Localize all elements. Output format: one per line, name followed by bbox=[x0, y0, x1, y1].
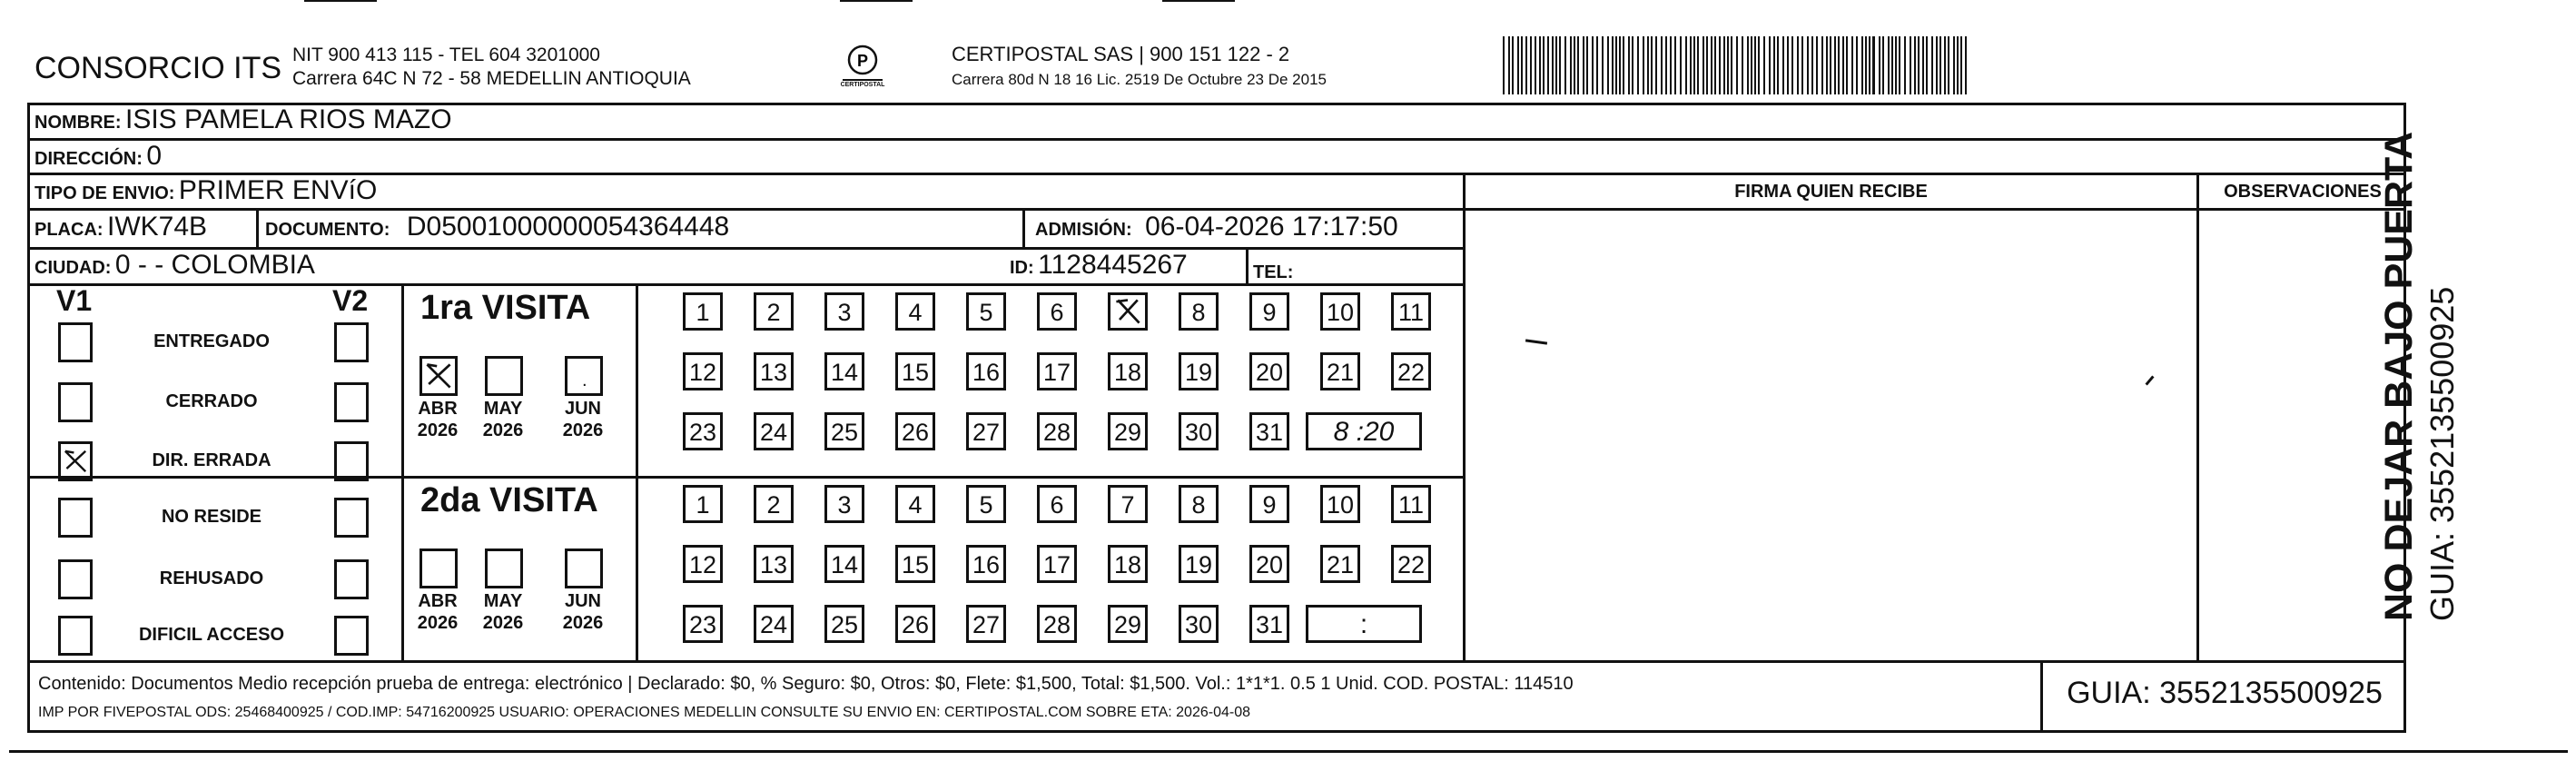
barcode-bar bbox=[1816, 36, 1818, 94]
status-label: DIR. ERRADA bbox=[152, 450, 271, 470]
nombre-label: NOMBRE: bbox=[35, 113, 122, 133]
no-dejar-text: NO DEJAR BAJO PUERTA bbox=[2377, 131, 2421, 621]
barcode-bar bbox=[1948, 36, 1949, 94]
documento-row bbox=[265, 212, 729, 242]
barcode-bar bbox=[1891, 36, 1893, 94]
day-box[interactable]: 17 bbox=[1037, 352, 1077, 390]
barcode-bar bbox=[1882, 36, 1884, 94]
day-box[interactable]: 25 bbox=[824, 412, 864, 450]
v2-header: V2 bbox=[332, 284, 369, 317]
v1-checkbox[interactable] bbox=[58, 322, 93, 362]
v2-checkbox[interactable] bbox=[334, 616, 369, 656]
day-box[interactable]: 16 bbox=[966, 352, 1006, 390]
day-box[interactable]: 13 bbox=[754, 545, 794, 583]
barcode-bar bbox=[1612, 36, 1614, 94]
day-box[interactable]: 5 bbox=[966, 292, 1006, 331]
month-label bbox=[556, 398, 610, 441]
barcode-bar bbox=[1922, 36, 1924, 94]
barcode-bar bbox=[1830, 36, 1831, 94]
barcode-bar bbox=[1807, 36, 1809, 94]
barcode-bar bbox=[1543, 36, 1545, 94]
month-label bbox=[410, 590, 465, 634]
day-box[interactable]: 29 bbox=[1108, 412, 1148, 450]
barcode-bar bbox=[1670, 36, 1672, 94]
barcode-bar bbox=[1530, 36, 1532, 94]
barcode-bar bbox=[1842, 36, 1844, 94]
certipostal-info bbox=[952, 42, 1327, 93]
day-box[interactable]: 25 bbox=[824, 605, 864, 643]
barcode-bar bbox=[1939, 36, 1941, 94]
tel-label: TEL: bbox=[1253, 262, 1294, 282]
barcode-bar bbox=[1879, 36, 1880, 94]
day-box[interactable]: 19 bbox=[1179, 352, 1219, 390]
certi-line1: CERTIPOSTAL SAS | 900 151 122 - 2 bbox=[952, 43, 1290, 65]
day-box[interactable]: 22 bbox=[1391, 352, 1431, 390]
day-box[interactable]: 30 bbox=[1179, 605, 1219, 643]
barcode-bar bbox=[1865, 36, 1867, 94]
day-box[interactable]: 11 bbox=[1391, 485, 1431, 523]
barcode-bar bbox=[1856, 36, 1858, 94]
barcode-bar bbox=[1914, 36, 1916, 94]
v1-checkbox[interactable] bbox=[58, 441, 93, 481]
barcode-bar bbox=[1821, 36, 1823, 94]
day-box[interactable]: 10 bbox=[1320, 485, 1360, 523]
barcode-bar bbox=[1521, 36, 1523, 94]
barcode-bar bbox=[1731, 36, 1732, 94]
day-box[interactable]: 12 bbox=[683, 545, 723, 583]
observaciones-header: OBSERVACIONES bbox=[2224, 182, 2382, 202]
day-box[interactable]: 5 bbox=[966, 485, 1006, 523]
day-box[interactable]: 23 bbox=[683, 605, 723, 643]
day-box[interactable]: 21 bbox=[1320, 545, 1360, 583]
admision-row bbox=[1035, 212, 1398, 242]
day-box[interactable]: 7 bbox=[1108, 485, 1148, 523]
barcode-bar bbox=[1834, 36, 1836, 94]
month-label bbox=[476, 398, 530, 441]
month-name: MAY bbox=[483, 591, 523, 611]
barcode-bar bbox=[1957, 36, 1959, 94]
barcode-bar bbox=[1655, 36, 1657, 94]
barcode-bar bbox=[1747, 36, 1749, 94]
barcode-bar bbox=[1508, 36, 1510, 94]
v1-header: V1 bbox=[56, 284, 93, 317]
v2-checkbox[interactable] bbox=[334, 322, 369, 362]
barcode-bar bbox=[1552, 36, 1554, 94]
day-box[interactable]: 30 bbox=[1179, 412, 1219, 450]
month-year: 2026 bbox=[562, 613, 604, 633]
day-box[interactable]: 20 bbox=[1249, 352, 1289, 390]
month-box[interactable] bbox=[419, 356, 458, 396]
month-year: 2026 bbox=[417, 420, 459, 440]
barcode-bar bbox=[1895, 36, 1897, 94]
status-label: ENTREGADO bbox=[153, 331, 270, 351]
barcode-bar bbox=[1888, 36, 1890, 94]
footer-line1: Contenido: Documentos Medio recepción prueba de entrega: electrónico | Declarado: $0, % Seguro: $0, Otros: $0, Flete: $1,500, Total: $1,500. Vol.: 1*1*1. 0.5 1 Unid. COD. POSTAL: 114510 bbox=[38, 674, 1574, 694]
barcode-bar bbox=[1926, 36, 1928, 94]
barcode-bar bbox=[1797, 36, 1799, 94]
barcode-bar bbox=[1727, 36, 1729, 94]
barcode-bar bbox=[1570, 36, 1572, 94]
barcode-bar bbox=[1899, 36, 1900, 94]
footer-line2: IMP POR FIVEPOSTAL ODS: 25468400925 / COD.IMP: 54716200925 USUARIO: OPERACIONES MEDELLIN CONSULTE SU ENVIO EN: CERTIPOSTAL.COM SOBRE ETA: 2026-04-08 bbox=[38, 705, 1250, 720]
barcode-bar bbox=[1547, 36, 1549, 94]
barcode-bar bbox=[1826, 36, 1828, 94]
barcode-bar bbox=[1697, 36, 1699, 94]
barcode-bar bbox=[1574, 36, 1575, 94]
barcode-bar bbox=[1586, 36, 1588, 94]
direccion-row bbox=[35, 141, 162, 172]
company-info bbox=[292, 44, 691, 91]
status-label: NO RESIDE bbox=[161, 507, 262, 527]
day-box[interactable]: 17 bbox=[1037, 545, 1077, 583]
tipo-row bbox=[35, 175, 377, 206]
month-label bbox=[410, 398, 465, 441]
month-box[interactable] bbox=[565, 549, 603, 588]
svg-text:P: P bbox=[856, 52, 869, 70]
barcode-bar bbox=[1623, 36, 1624, 94]
barcode-bar bbox=[1811, 36, 1813, 94]
certipostal-logo bbox=[835, 40, 890, 94]
v2-checkbox[interactable] bbox=[334, 441, 369, 481]
direccion-value: 0 bbox=[146, 141, 163, 171]
visit1-title: 1ra VISITA bbox=[420, 289, 591, 327]
month-name: ABR bbox=[418, 591, 458, 611]
nit-line: NIT 900 413 115 - TEL 604 3201000 bbox=[292, 44, 600, 65]
day-box[interactable] bbox=[1108, 292, 1148, 331]
day-box[interactable]: 20 bbox=[1249, 545, 1289, 583]
day-box[interactable]: 28 bbox=[1037, 605, 1077, 643]
day-box[interactable]: 15 bbox=[895, 545, 935, 583]
barcode-bar bbox=[1577, 36, 1579, 94]
address-line: Carrera 64C N 72 - 58 MEDELLIN ANTIOQUIA bbox=[292, 68, 691, 89]
barcode-bar bbox=[1742, 36, 1743, 94]
day-box[interactable]: 19 bbox=[1179, 545, 1219, 583]
barcode-bar bbox=[1773, 36, 1775, 94]
top-mark bbox=[840, 0, 913, 2]
barcode-bar bbox=[1665, 36, 1667, 94]
admision-label: ADMISIÓN: bbox=[1035, 220, 1132, 240]
barcode-bar bbox=[1607, 36, 1609, 94]
barcode-bar bbox=[1706, 36, 1708, 94]
day-box[interactable]: 22 bbox=[1391, 545, 1431, 583]
barcode-bar bbox=[1736, 36, 1738, 94]
barcode-bar bbox=[1904, 36, 1906, 94]
day-box[interactable]: 31 bbox=[1249, 605, 1289, 643]
barcode-bar bbox=[1960, 36, 1962, 94]
v1-checkbox[interactable] bbox=[58, 382, 93, 422]
barcode-bar bbox=[1517, 36, 1519, 94]
day-box[interactable]: 6 bbox=[1037, 485, 1077, 523]
barcode-bar bbox=[1758, 36, 1760, 94]
month-year: 2026 bbox=[562, 420, 604, 440]
month-box[interactable] bbox=[565, 356, 603, 396]
day-box[interactable]: 24 bbox=[754, 412, 794, 450]
placa-value: IWK74B bbox=[107, 212, 208, 242]
ciudad-label: CIUDAD: bbox=[35, 258, 112, 278]
day-box[interactable]: 27 bbox=[966, 412, 1006, 450]
barcode-bar bbox=[1851, 36, 1853, 94]
barcode-bar bbox=[1637, 36, 1639, 94]
day-box[interactable]: 23 bbox=[683, 412, 723, 450]
month-year: 2026 bbox=[482, 613, 524, 633]
day-box[interactable]: 21 bbox=[1320, 352, 1360, 390]
barcode-bar bbox=[1801, 36, 1803, 94]
v1-checkbox[interactable] bbox=[58, 559, 93, 599]
month-label bbox=[476, 590, 530, 634]
barcode bbox=[1503, 36, 1970, 94]
day-box[interactable]: 3 bbox=[824, 292, 864, 331]
barcode-bar bbox=[1674, 36, 1676, 94]
day-box[interactable]: 2 bbox=[754, 292, 794, 331]
barcode-bar bbox=[1647, 36, 1649, 94]
id-label: ID: bbox=[1010, 258, 1034, 278]
barcode-bar bbox=[1791, 36, 1793, 94]
barcode-bar bbox=[1643, 36, 1644, 94]
barcode-bar bbox=[1512, 36, 1514, 94]
barcode-bar bbox=[1777, 36, 1779, 94]
barcode-bar bbox=[1539, 36, 1541, 94]
logo-text: CERTIPOSTAL bbox=[840, 82, 885, 88]
tipo-value: PRIMER ENVíO bbox=[178, 175, 378, 205]
barcode-bar bbox=[1525, 36, 1527, 94]
month-box[interactable] bbox=[485, 549, 523, 588]
day-box[interactable]: 10 bbox=[1320, 292, 1360, 331]
barcode-bar bbox=[1869, 36, 1870, 94]
certi-line2: Carrera 80d N 18 16 Lic. 2519 De Octubre 23 De 2015 bbox=[952, 71, 1327, 88]
v2-checkbox[interactable] bbox=[334, 559, 369, 599]
day-box[interactable]: 31 bbox=[1249, 412, 1289, 450]
day-box[interactable]: 27 bbox=[966, 605, 1006, 643]
barcode-bar bbox=[1838, 36, 1840, 94]
barcode-bar bbox=[1651, 36, 1653, 94]
day-box[interactable]: 6 bbox=[1037, 292, 1077, 331]
status-label: REHUSADO bbox=[159, 568, 264, 588]
id-row bbox=[1010, 250, 1188, 281]
documento-value: D05001000000054364448 bbox=[406, 212, 730, 242]
documento-label: DOCUMENTO: bbox=[265, 220, 390, 240]
barcode-bar bbox=[1596, 36, 1598, 94]
barcode-bar bbox=[1723, 36, 1725, 94]
barcode-bar bbox=[1555, 36, 1557, 94]
barcode-bar bbox=[1592, 36, 1594, 94]
barcode-bar bbox=[1872, 36, 1875, 94]
day-box[interactable]: 2 bbox=[754, 485, 794, 523]
month-box[interactable] bbox=[419, 549, 458, 588]
v2-checkbox[interactable] bbox=[334, 382, 369, 422]
barcode-bar bbox=[1944, 36, 1946, 94]
footer-guia: GUIA: 3552135500925 bbox=[2067, 676, 2383, 710]
day-box[interactable]: 18 bbox=[1108, 352, 1148, 390]
day-box[interactable]: 9 bbox=[1249, 292, 1289, 331]
day-box[interactable]: 9 bbox=[1249, 485, 1289, 523]
day-box[interactable]: 11 bbox=[1391, 292, 1431, 331]
day-box[interactable]: 8 bbox=[1179, 485, 1219, 523]
barcode-bar bbox=[1628, 36, 1630, 94]
day-box[interactable]: 14 bbox=[824, 545, 864, 583]
month-label bbox=[556, 590, 610, 634]
month-name: JUN bbox=[564, 591, 601, 611]
day-box[interactable]: 29 bbox=[1108, 605, 1148, 643]
barcode-bar bbox=[1680, 36, 1682, 94]
day-box[interactable]: 1 bbox=[683, 292, 723, 331]
barcode-bar bbox=[1931, 36, 1933, 94]
month-name: ABR bbox=[418, 399, 458, 419]
barcode-bar bbox=[1559, 36, 1561, 94]
month-mark: . bbox=[582, 371, 587, 390]
nombre-value: ISIS PAMELA RIOS MAZO bbox=[125, 104, 452, 134]
barcode-bar bbox=[1918, 36, 1920, 94]
day-box[interactable]: 26 bbox=[895, 412, 935, 450]
time-box[interactable]: : bbox=[1306, 605, 1422, 643]
barcode-bar bbox=[1846, 36, 1848, 94]
barcode-bar bbox=[1763, 36, 1765, 94]
barcode-bar bbox=[1703, 36, 1704, 94]
barcode-bar bbox=[1787, 36, 1789, 94]
day-box[interactable]: 24 bbox=[754, 605, 794, 643]
barcode-bar bbox=[1719, 36, 1721, 94]
barcode-bar bbox=[1535, 36, 1536, 94]
barcode-bar bbox=[1782, 36, 1784, 94]
barcode-bar bbox=[1503, 36, 1505, 94]
direccion-label: DIRECCIÓN: bbox=[35, 149, 143, 169]
v1-checkbox[interactable] bbox=[58, 498, 93, 538]
barcode-bar bbox=[1564, 36, 1566, 94]
day-box[interactable]: 12 bbox=[683, 352, 723, 390]
barcode-bar bbox=[1714, 36, 1716, 94]
month-name: MAY bbox=[483, 399, 523, 419]
status-label: CERRADO bbox=[165, 391, 258, 411]
barcode-bar bbox=[1751, 36, 1752, 94]
barcode-bar bbox=[1910, 36, 1911, 94]
barcode-bar bbox=[1953, 36, 1955, 94]
top-mark bbox=[304, 0, 377, 2]
firma-header: FIRMA QUIEN RECIBE bbox=[1734, 182, 1928, 202]
visit2-title: 2da VISITA bbox=[420, 481, 598, 519]
side-guia: GUIA: 3552135500925 bbox=[2423, 286, 2461, 621]
ciudad-value: 0 - - COLOMBIA bbox=[114, 250, 315, 280]
ciudad-row bbox=[35, 250, 315, 281]
v1-checkbox[interactable] bbox=[58, 616, 93, 656]
admision-value: 06-04-2026 17:17:50 bbox=[1145, 212, 1398, 242]
v2-checkbox[interactable] bbox=[334, 498, 369, 538]
status-label: DIFICIL ACCESO bbox=[138, 625, 284, 645]
day-box[interactable]: 3 bbox=[824, 485, 864, 523]
day-box[interactable]: 4 bbox=[895, 485, 935, 523]
barcode-bar bbox=[1693, 36, 1695, 94]
barcode-bar bbox=[1615, 36, 1617, 94]
barcode-bar bbox=[1602, 36, 1604, 94]
tel-row bbox=[1253, 254, 1293, 285]
day-box[interactable]: 28 bbox=[1037, 412, 1077, 450]
barcode-bar bbox=[1685, 36, 1687, 94]
barcode-bar bbox=[1632, 36, 1633, 94]
day-box[interactable]: 1 bbox=[683, 485, 723, 523]
nombre-row bbox=[35, 104, 452, 135]
day-box[interactable]: 15 bbox=[895, 352, 935, 390]
month-box[interactable] bbox=[485, 356, 523, 396]
time-box[interactable]: 8 :20 bbox=[1306, 412, 1422, 450]
month-year: 2026 bbox=[417, 613, 459, 633]
barcode-bar bbox=[1936, 36, 1938, 94]
barcode-bar bbox=[1754, 36, 1756, 94]
barcode-bar bbox=[1661, 36, 1663, 94]
tipo-label: TIPO DE ENVIO: bbox=[35, 183, 175, 203]
barcode-bar bbox=[1861, 36, 1863, 94]
day-box[interactable]: 18 bbox=[1108, 545, 1148, 583]
day-box[interactable]: 26 bbox=[895, 605, 935, 643]
id-value: 1128445267 bbox=[1038, 250, 1188, 280]
barcode-bar bbox=[1690, 36, 1692, 94]
day-box[interactable]: 16 bbox=[966, 545, 1006, 583]
barcode-bar bbox=[1583, 36, 1584, 94]
placa-row bbox=[35, 212, 207, 242]
barcode-bar bbox=[1965, 36, 1967, 94]
barcode-bar bbox=[1769, 36, 1771, 94]
day-box[interactable]: 8 bbox=[1179, 292, 1219, 331]
month-name: JUN bbox=[564, 399, 601, 419]
month-year: 2026 bbox=[482, 420, 524, 440]
day-box[interactable]: 4 bbox=[895, 292, 935, 331]
barcode-bar bbox=[1619, 36, 1621, 94]
side-text bbox=[2377, 113, 2495, 621]
placa-label: PLACA: bbox=[35, 220, 104, 240]
top-mark bbox=[1162, 0, 1235, 2]
day-box[interactable]: 13 bbox=[754, 352, 794, 390]
day-box[interactable]: 14 bbox=[824, 352, 864, 390]
company-name: CONSORCIO ITS bbox=[35, 51, 282, 85]
barcode-bar bbox=[1711, 36, 1712, 94]
